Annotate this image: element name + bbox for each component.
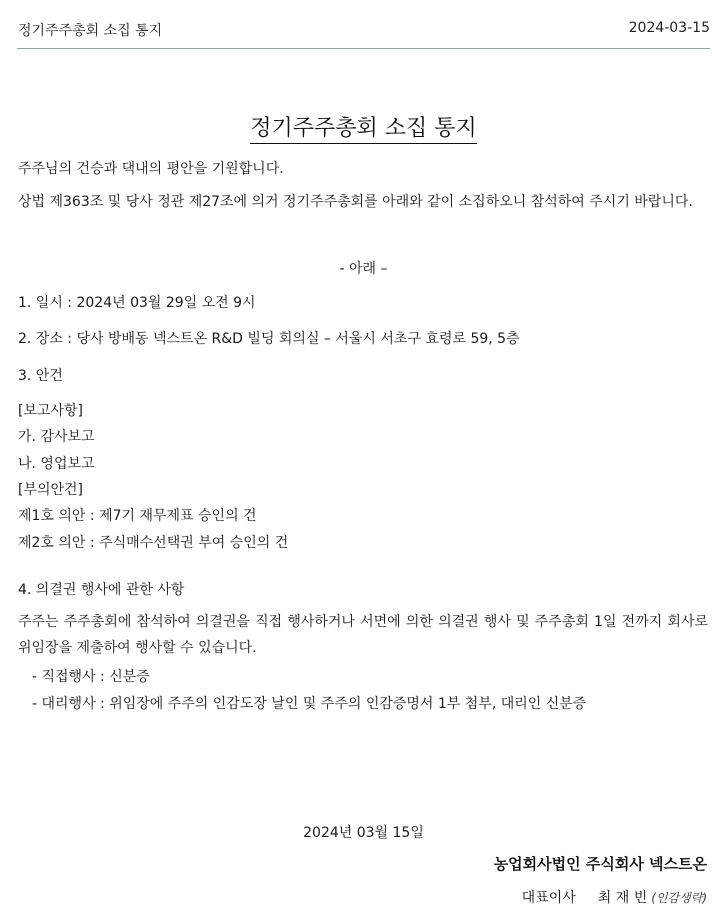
header-date: 2024-03-15 bbox=[628, 20, 710, 36]
document-title: 정기주주총회 소집 통지 bbox=[250, 116, 477, 144]
below-marker: - 아래 – bbox=[339, 261, 388, 277]
seal-omitted-note: (인감생략) bbox=[651, 891, 707, 905]
voting-bullet: - 대리행사 : 위임장에 주주의 인감도장 날인 및 주주의 인감증명서 1부 첨부, 대리인 신분증 bbox=[32, 696, 587, 712]
header-title: 정기주주총회 소집 통지 bbox=[18, 23, 163, 39]
company-name: 농업회사법인 주식회사 넥스트온 bbox=[493, 855, 707, 873]
item-agenda-heading: 3. 안건 bbox=[18, 368, 63, 384]
signature-date: 2024년 03월 15일 bbox=[303, 825, 424, 841]
representative-role: 대표이사 bbox=[521, 890, 576, 906]
report-item: 나. 영업보고 bbox=[18, 456, 95, 472]
resolution-heading: [부의안건] bbox=[18, 482, 84, 498]
report-item: 가. 감사보고 bbox=[18, 429, 95, 445]
representative-line bbox=[522, 887, 707, 907]
report-heading: [보고사항] bbox=[18, 403, 84, 419]
item-venue: 2. 장소 : 당사 방배동 넥스트온 R&D 빌딩 회의실 – 서울시 서초구 효령로 59, 5층 bbox=[18, 331, 520, 347]
greeting-text: 주주님의 건승과 댁내의 평안을 기원합니다. bbox=[18, 161, 284, 177]
resolution-item: 제2호 의안 : 주식매수선택권 부여 승인의 건 bbox=[18, 535, 289, 551]
intro-paragraph: 상법 제363조 및 당사 정관 제27조에 의거 정기주주총회를 아래와 같이 소집하오니 참석하여 주시기 바랍니다. bbox=[18, 194, 693, 210]
voting-bullet: - 직접행사 : 신분증 bbox=[32, 669, 150, 685]
resolution-item: 제1호 의안 : 제7기 재무제표 승인의 건 bbox=[18, 508, 257, 524]
document-title-wrap bbox=[0, 111, 727, 142]
voting-heading: 4. 의결권 행사에 관한 사항 bbox=[18, 582, 185, 598]
header-divider bbox=[17, 48, 710, 49]
voting-paragraph: 주주는 주주총회에 참석하여 의결권을 직접 행사하거나 서면에 의한 의결권 행사 및 주주총회 1일 전까지 회사로 위임장을 제출하여 행사할 수 있습니다. bbox=[18, 614, 708, 656]
representative-name: 최 재 빈 bbox=[597, 890, 648, 906]
item-datetime: 1. 일시 : 2024년 03월 29일 오전 9시 bbox=[18, 295, 256, 311]
